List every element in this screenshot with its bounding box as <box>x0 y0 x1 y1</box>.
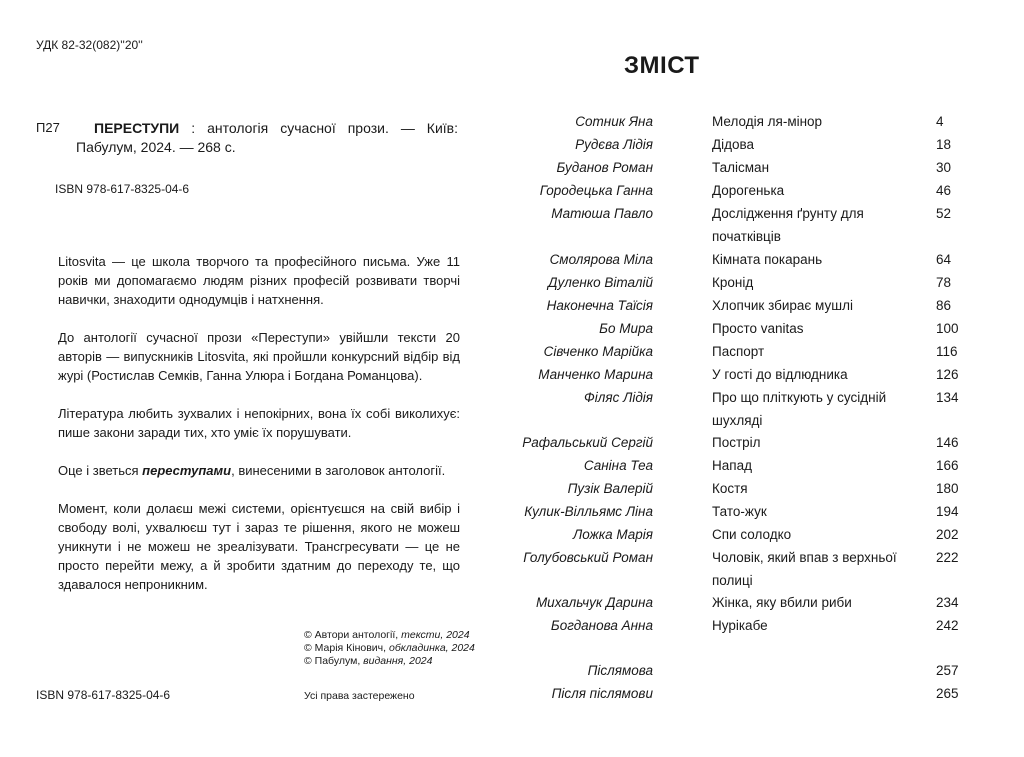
toc-story-title: Кронід <box>712 275 754 290</box>
toc-page-number: 242 <box>936 618 959 633</box>
toc-page-number: 265 <box>936 686 959 701</box>
toc-author: Рудєва Лідія <box>575 137 653 152</box>
toc-story-title: У гості до відлюдника <box>712 367 848 382</box>
annotation-para-4 <box>58 461 460 480</box>
toc-page-number: 46 <box>936 183 952 198</box>
catalog-desc-2: Пабулум, 2024. — 268 с. <box>76 139 236 155</box>
toc-page-number: 222 <box>936 550 959 565</box>
catalog-desc-1: : антологія сучасної прози. — Київ: <box>179 120 458 136</box>
toc-page-number: 234 <box>936 595 959 610</box>
toc-story-title: Тато-жук <box>712 504 767 519</box>
copyright-cover <box>304 642 475 655</box>
toc-author: Манченко Марина <box>538 367 653 382</box>
annotation-para-5: Момент, коли долаєш межі системи, орієнтуєшся на свій вибір і свободу волі, ухвалюєш тут і зараз те рішення, якого не можеш уникнути і не можеш не зреалізувати. Трансгресувати — це не просто перейти межу, а й зробити здатним до переходу те, що здавалося непроникним. <box>58 501 460 592</box>
toc-story-title: Про що пліткують у сусідній шухляді <box>712 390 887 428</box>
toc-story-title: Жінка, яку вбили риби <box>712 595 852 610</box>
catalog-entry <box>76 119 458 157</box>
copy1-pre: © Автори антології, <box>304 629 402 641</box>
toc-page-number: 30 <box>936 160 952 175</box>
copy1-em: тексти, 2024 <box>401 629 470 641</box>
toc-author: Філяс Лідія <box>584 390 653 405</box>
toc-story-title: Дорогенька <box>712 183 785 198</box>
toc-author: Михальчук Дарина <box>535 595 653 610</box>
toc-author: Смолярова Міла <box>549 252 653 267</box>
annotation-para-2: До антології сучасної прози «Переступи» увійшли тексти 20 авторів — випускників Litosvita, які пройшли конкурсний відбір від журі (Ростислав Семків, Ганна Улюра і Богдана Романцова). <box>58 330 460 383</box>
isbn-bottom: ISBN 978-617-8325-04-6 <box>36 688 171 702</box>
toc-author: Сівченко Марійка <box>543 344 653 359</box>
toc-page-number: 116 <box>936 344 958 359</box>
annotation-para-3: Література любить зухвалих і непокірних, вона їх собі виколихує: пише закони заради тих, хто уміє їх порушувати. <box>58 406 460 440</box>
toc-page-number: 100 <box>936 321 959 336</box>
toc-story-title: Кімната покарань <box>712 252 823 267</box>
toc-story-title: Костя <box>712 481 748 496</box>
para4-post: , винесеними в заголовок антології. <box>231 463 446 478</box>
toc-author: Саніна Теа <box>583 458 653 473</box>
isbn-top: ISBN 978-617-8325-04-6 <box>55 182 190 196</box>
toc-author: Кулик-Вілльямс Ліна <box>524 504 653 519</box>
toc-author: Богданова Анна <box>550 618 653 633</box>
copy3-em: видання, 2024 <box>363 655 433 667</box>
toc-page-number: 194 <box>936 504 959 519</box>
toc-story-title: Напад <box>712 458 752 473</box>
toc-story-title: Мелодія ля-мінор <box>712 114 823 129</box>
toc-page-number: 78 <box>936 275 952 290</box>
toc-author: Буданов Роман <box>556 160 653 175</box>
toc-story-title: Чоловік, який впав з верхньої полиці <box>712 550 897 588</box>
toc-author: Городецька Ганна <box>539 183 653 198</box>
toc-story-title: Просто vanitas <box>712 321 804 336</box>
toc-author: Голубовський Роман <box>523 550 653 565</box>
toc-story-title: Паспорт <box>712 344 765 359</box>
copyright-block <box>304 629 475 668</box>
toc-page-number: 134 <box>936 390 959 405</box>
toc-author: Сотник Яна <box>575 114 653 129</box>
toc-page-number: 64 <box>936 252 952 267</box>
para4-pre: Оце і зветься <box>58 463 143 478</box>
toc-page-number: 180 <box>936 481 959 496</box>
toc-author: Пузік Валерій <box>567 481 653 496</box>
book-title: ПЕРЕСТУПИ <box>94 120 180 136</box>
toc-title: ЗМІСТ <box>624 52 700 79</box>
para4-emphasis: переступами <box>142 463 232 478</box>
toc-story-title: Дослідження ґрунту для початківців <box>712 206 864 244</box>
toc-page-number: 166 <box>936 458 959 473</box>
catalog-code: П27 <box>36 120 60 135</box>
toc-page-number: 126 <box>936 367 959 382</box>
toc-author: Рафальський Сергій <box>522 435 653 450</box>
toc-author: Матюша Павло <box>551 206 653 221</box>
toc-page-number: 4 <box>936 114 944 129</box>
toc-page-number: 86 <box>936 298 952 313</box>
copy2-pre: © Марія Кінович, <box>304 642 389 654</box>
toc-story-title: Нурікабе <box>712 618 768 633</box>
toc-page-number: 52 <box>936 206 952 221</box>
toc-page-number: 257 <box>936 663 959 678</box>
toc-story-title: Хлопчик збирає мушлі <box>712 298 853 313</box>
copy2-em: обкладинка, 2024 <box>388 642 475 654</box>
toc-label: Після післямови <box>551 686 653 701</box>
toc-author: Дуленко Віталій <box>547 275 653 290</box>
toc-story-title: Дідова <box>712 137 755 152</box>
toc-author: Наконечна Таїсія <box>546 298 653 313</box>
toc-page-number: 202 <box>936 527 959 542</box>
toc-story-title: Талісман <box>712 160 770 175</box>
toc-page-number: 146 <box>936 435 959 450</box>
copy3-pre: © Пабулум, <box>304 655 364 667</box>
toc-page-number: 18 <box>936 137 952 152</box>
copyright-authors <box>304 629 475 642</box>
udk-code: УДК 82-32(082)''20'' <box>36 38 143 52</box>
toc-author: Ложка Марія <box>572 527 653 542</box>
rights-reserved: Усі права застережено <box>304 690 415 702</box>
toc-author: Бо Мира <box>599 321 653 336</box>
copyright-publisher <box>304 655 475 668</box>
toc-story-title: Постріл <box>712 435 761 450</box>
toc-label: Післямова <box>587 663 653 678</box>
annotation-para-1: Litosvita — це школа творчого та професійного письма. Уже 11 років ми допомагаємо людям різних професій розвивати творчі навички, знаходити однодумців і натхнення. <box>58 254 460 307</box>
toc-story-title: Спи солодко <box>712 527 792 542</box>
